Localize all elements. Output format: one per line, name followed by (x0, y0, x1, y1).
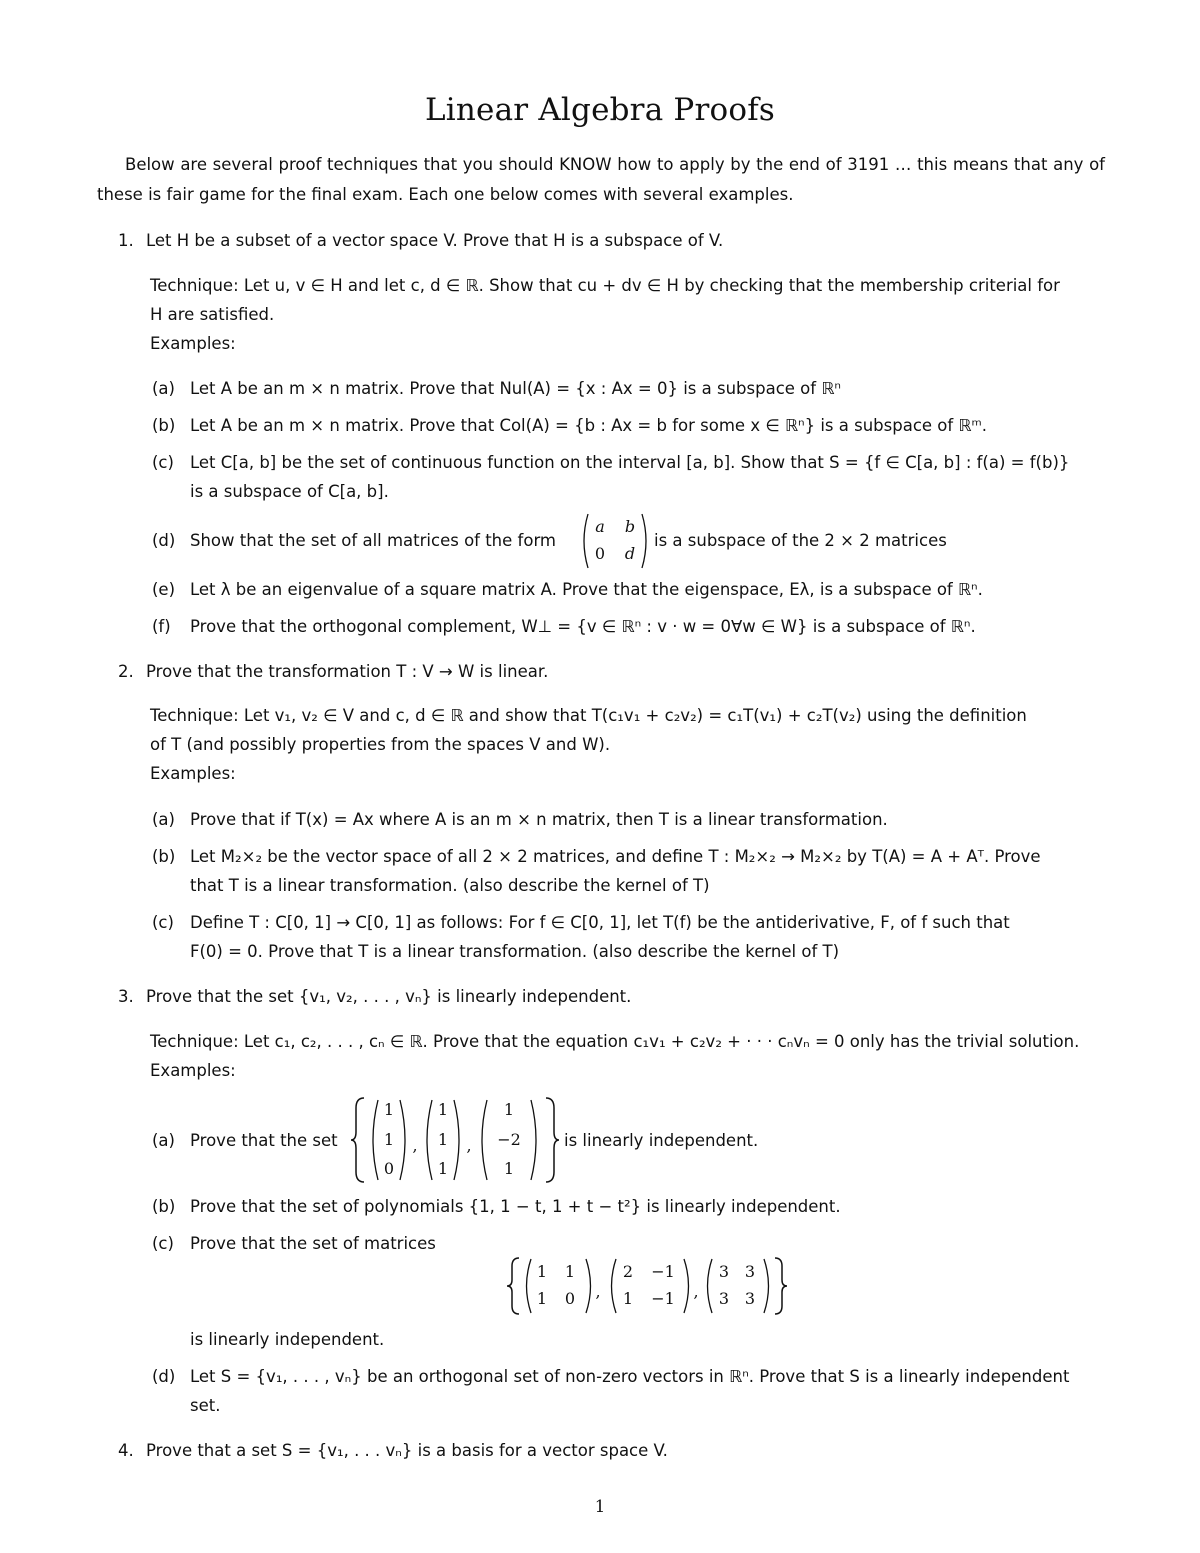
item-label: (e) (152, 580, 176, 599)
item-label: (b) (152, 847, 176, 866)
item-label: (d) (152, 1367, 176, 1386)
matrix-cell: 1 (536, 1262, 548, 1281)
section-heading: Let H be a subset of a vector space V. Prove that H is a subspace of V. (146, 231, 724, 250)
vector-entry: 1 (503, 1159, 515, 1178)
technique-text: Technique: Let u, v ∈ H and let c, d ∈ ℝ. Show that cu + dv ∈ H by checking that the membership criterial for (150, 276, 1060, 295)
item-label: (b) (152, 1197, 176, 1216)
page-number: 1 (594, 1497, 606, 1516)
item-text: Prove that if T(x) = Ax where A is an m × n matrix, then T is a linear transformation. (190, 810, 888, 829)
item-text-cont: that T is a linear transformation. (also describe the kernel of T) (190, 876, 710, 895)
vector-set (350, 1096, 560, 1184)
section-number: 1. (118, 231, 134, 250)
intro-paragraph: Below are several proof techniques that you should KNOW how to apply by the end of 3191 … this means that any of these is fair game for the final exam. Each one below comes with several examples. (97, 155, 1105, 204)
item-label: (a) (152, 1131, 175, 1150)
vector-entry: 1 (437, 1159, 449, 1178)
item-text-after: is a subspace of the 2 × 2 matrices (654, 531, 947, 550)
section-heading: Prove that a set S = {v₁, . . . vₙ} is a basis for a vector space V. (146, 1441, 668, 1460)
matrix-cell: 3 (744, 1289, 756, 1308)
item-label: (d) (152, 531, 176, 550)
item-label: (c) (152, 1234, 174, 1253)
item-text-cont: is a subspace of C[a, b]. (190, 482, 389, 501)
matrix-cell: 1 (622, 1289, 634, 1308)
comma: , (412, 1136, 418, 1155)
section-heading: Prove that the transformation T : V → W is linear. (146, 662, 549, 681)
vector-entry: 1 (437, 1100, 449, 1119)
matrix-cell: a (595, 517, 605, 536)
examples-label: Examples: (150, 764, 236, 783)
item-label: (c) (152, 913, 174, 932)
item-label: (a) (152, 379, 175, 398)
item-text-cont: F(0) = 0. Prove that T is a linear transformation. (also describe the kernel of T) (190, 942, 840, 961)
item-text-cont: is linearly independent. (190, 1330, 385, 1349)
item-label: (f) (152, 617, 171, 636)
vector-entry: −2 (497, 1130, 521, 1149)
item-text: Let M₂×₂ be the vector space of all 2 × 2 matrices, and define T : M₂×₂ → M₂×₂ by T(A) = A + Aᵀ. Prove (190, 847, 1041, 866)
item-text: Prove that the set of polynomials {1, 1 − t, 1 + t − t²} is linearly independent. (190, 1197, 841, 1216)
matrix-cell: 1 (536, 1289, 548, 1308)
technique-text-cont: H are satisfied. (150, 305, 275, 324)
item-text: Let C[a, b] be the set of continuous function on the interval [a, b]. Show that S = {f ∈ C[a, b] : f(a) = f(b)} (190, 453, 1070, 472)
matrix-cell: 3 (718, 1262, 730, 1281)
section-number: 3. (118, 987, 134, 1006)
matrix-cell: 0 (594, 544, 606, 563)
matrix-cell: −1 (651, 1262, 675, 1281)
vector-entry: 1 (503, 1100, 515, 1119)
matrix-cell: 1 (564, 1262, 576, 1281)
comma: , (595, 1282, 601, 1301)
item-text: Let A be an m × n matrix. Prove that Col(A) = {b : Ax = b for some x ∈ ℝⁿ} is a subspace of ℝᵐ. (190, 416, 988, 435)
item-text-after: is linearly independent. (564, 1131, 759, 1150)
page-title: Linear Algebra Proofs (424, 92, 776, 128)
item-text: Let S = {v₁, . . . , vₙ} be an orthogonal set of non-zero vectors in ℝⁿ. Prove that S is a linearly independent (190, 1367, 1070, 1386)
item-text: Prove that the set of matrices (190, 1234, 436, 1253)
matrix-cell: 3 (718, 1289, 730, 1308)
matrix-cell: 0 (564, 1289, 576, 1308)
examples-label: Examples: (150, 334, 236, 353)
item-label: (c) (152, 453, 174, 472)
matrix-cell: 2 (622, 1262, 634, 1281)
technique-text: Technique: Let v₁, v₂ ∈ V and c, d ∈ ℝ and show that T(c₁v₁ + c₂v₂) = c₁T(v₁) + c₂T(v₂) using the definition (150, 706, 1027, 725)
comma: , (693, 1282, 699, 1301)
matrix-cell: −1 (651, 1289, 675, 1308)
item-text: Show that the set of all matrices of the form (190, 531, 557, 550)
section-number: 4. (118, 1441, 134, 1460)
item-text-cont: set. (190, 1396, 221, 1415)
vector-entry: 1 (437, 1130, 449, 1149)
item-text: Prove that the set (190, 1131, 338, 1150)
item-label: (b) (152, 416, 176, 435)
item-label: (a) (152, 810, 175, 829)
item-text: Let λ be an eigenvalue of a square matrix A. Prove that the eigenspace, Eλ, is a subspace of ℝⁿ. (190, 580, 983, 599)
matrix-cell: b (624, 517, 636, 536)
comma: , (466, 1136, 472, 1155)
technique-text: Technique: Let c₁, c₂, . . . , cₙ ∈ ℝ. Prove that the equation c₁v₁ + c₂v₂ + · · · cₙvₙ = 0 only has the trivial solution. (150, 1032, 1080, 1051)
item-text: Define T : C[0, 1] → C[0, 1] as follows: For f ∈ C[0, 1], let T(f) be the antiderivative, F, of f such that (190, 913, 1010, 932)
item-text: Let A be an m × n matrix. Prove that Nul(A) = {x : Ax = 0} is a subspace of ℝⁿ (190, 379, 841, 398)
technique-text-cont: of T (and possibly properties from the spaces V and W). (150, 735, 611, 754)
matrix-a-b-0-d (578, 511, 652, 571)
section-number: 2. (118, 662, 134, 681)
vector-entry: 1 (383, 1130, 395, 1149)
matrix-set (506, 1256, 788, 1316)
examples-label: Examples: (150, 1061, 236, 1080)
vector-entry: 0 (383, 1159, 395, 1178)
section-heading: Prove that the set {v₁, v₂, . . . , vₙ} is linearly independent. (146, 987, 632, 1006)
matrix-cell: 3 (744, 1262, 756, 1281)
matrix-cell: d (624, 544, 636, 563)
item-text: Prove that the orthogonal complement, W⊥ = {v ∈ ℝⁿ : v · w = 0∀w ∈ W} is a subspace of ℝⁿ. (190, 617, 976, 636)
vector-entry: 1 (383, 1100, 395, 1119)
